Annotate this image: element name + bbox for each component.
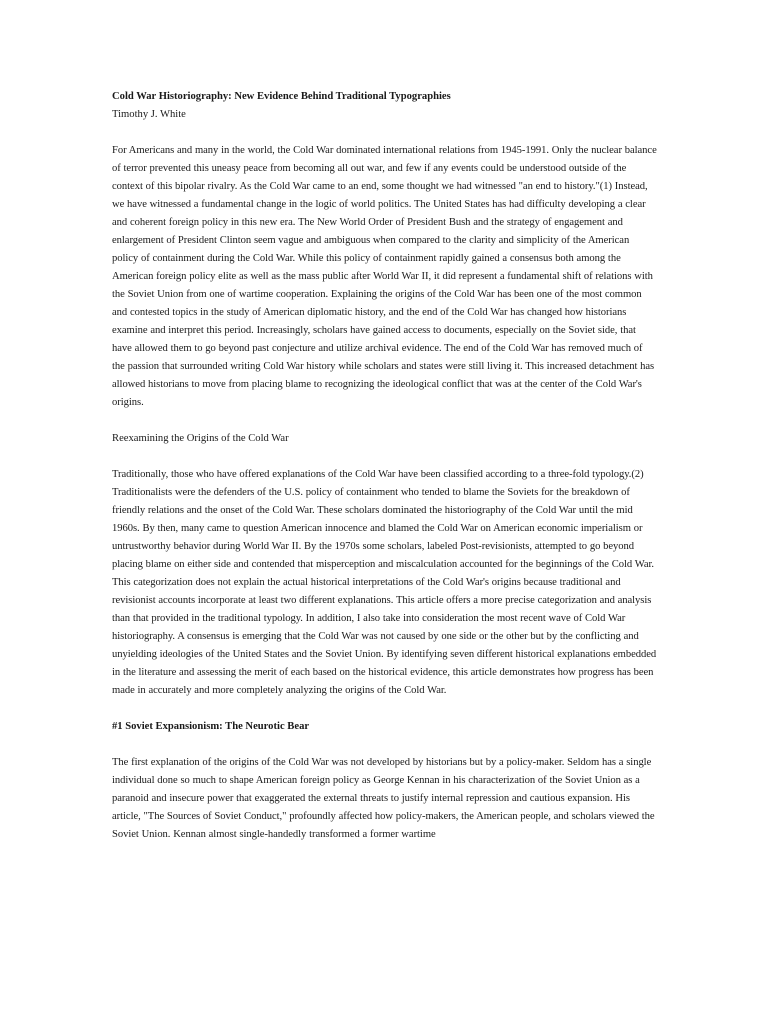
document-title: Cold War Historiography: New Evidence Behind Traditional Typographies [112,91,451,102]
section-paragraph-reexamining: Traditionally, those who have offered explanations of the Cold War have been classified according to a three-fold typology.(2) Traditionalists were the defenders of the U.S. policy of containment who tended to blame the Soviets for the breakdown of friendly relations and the onset of the Cold War. These scholars dominated the historiography of the Cold War until the mid 1960s. By then, many came to question American innocence and blamed the Cold War on American economic imperialism or untrustworthy behavior during World War II. By the 1970s some scholars, labeled Post-revisionists, attempted to go beyond placing blame on either side and contended that misperception and miscalculation accounted for the beginnings of the Cold War. This categorization does not explain the actual historical interpretations of the Cold War's origins because traditional and revisionist accounts incorporate at least two different explanations. This article offers a more precise categorization and analysis than that provided in the traditional typology. In addition, I also take into consideration the most recent wave of Cold War historiography. A consensus is emerging that the Cold War was not caused by one side or the other but by the conflicting and unyielding ideologies of the United States and the Soviet Union. By identifying seven different historical explanations embedded in the literature and assessing the merit of each based on the historical evidence, this article demonstrates how progress has been made in accurately and more completely analyzing the origins of the Cold War. [112,469,657,696]
section-heading-reexamining: Reexamining the Origins of the Cold War [112,433,289,444]
document-page [112,88,658,988]
document-author: Timothy J. White [112,109,186,120]
section-heading-soviet-expansionism: #1 Soviet Expansionism: The Neurotic Bear [112,721,310,732]
section-paragraph-soviet-expansionism: The first explanation of the origins of the Cold War was not developed by historians but by a policy-maker. Seldom has a single individual done so much to shape American foreign policy as George Kennan in his characterization of the Soviet Union as a paranoid and insecure power that exaggerated the external threats to justify internal repression and cautious expansion. His article, "The Sources of Soviet Conduct," profoundly affected how policy-makers, the American people, and scholars viewed the Soviet Union. Kennan almost single-handedly transformed a former wartime [112,757,655,840]
intro-paragraph: For Americans and many in the world, the Cold War dominated international relations from 1945-1991. Only the nuclear balance of terror prevented this uneasy peace from becoming all out war, and few if any events could be understood outside of the context of this bipolar rivalry. As the Cold War came to an end, some thought we had witnessed "an end to history."(1) Instead, we have witnessed a fundamental change in the logic of world politics. The United States has had difficulty developing a clear and coherent foreign policy in this new era. The New World Order of President Bush and the strategy of engagement and enlargement of President Clinton seem vague and ambiguous when compared to the clarity and simplicity of the American policy of containment during the Cold War. While this policy of containment rapidly gained a consensus both among the American foreign policy elite as well as the mass public after World War II, it did represent a fundamental shift of relations with the Soviet Union from one of wartime cooperation. Explaining the origins of the Cold War has been one of the most common and contested topics in the study of American diplomatic history, and the end of the Cold War has changed how historians examine and interpret this period. Increasingly, scholars have gained access to documents, especially on the Soviet side, that have allowed them to go beyond past conjecture and utilize archival evidence. The end of the Cold War has removed much of the passion that surrounded writing Cold War history while scholars and states were still living it. This increased detachment has allowed historians to move from placing blame to recognizing the ideological conflict that was at the center of the Cold War's origins. [112,145,657,408]
